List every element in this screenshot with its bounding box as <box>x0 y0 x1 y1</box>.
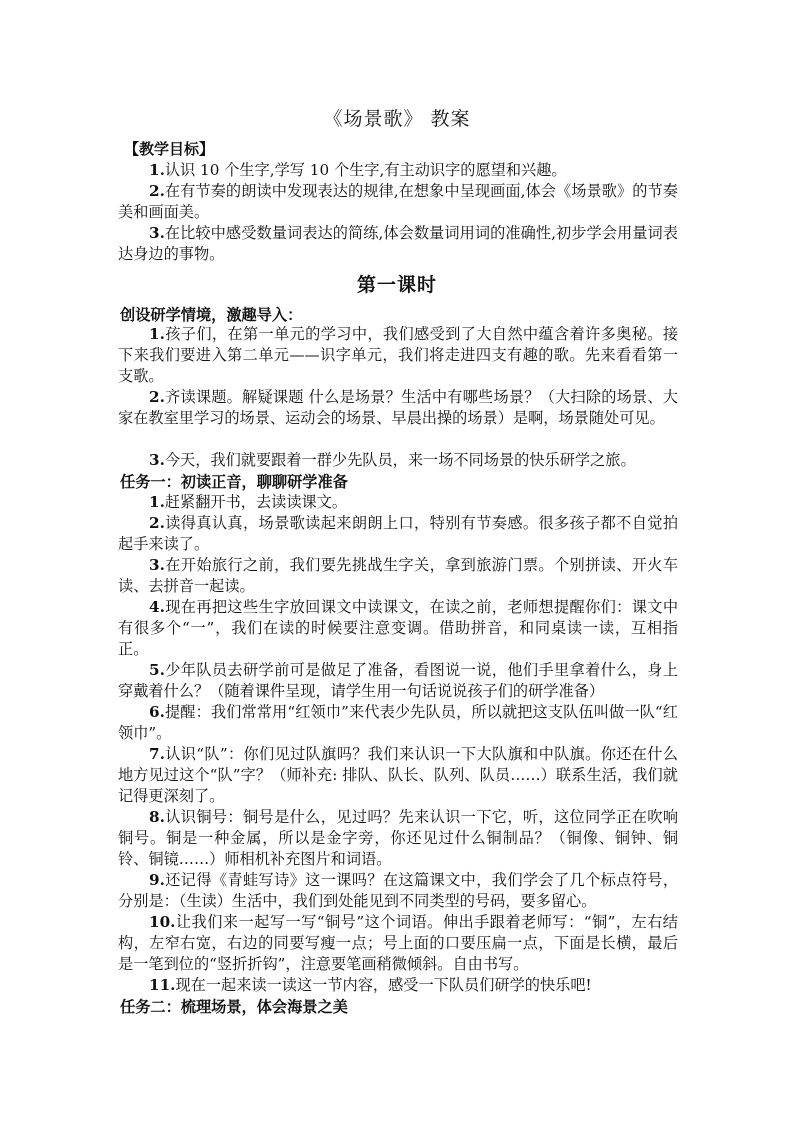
list-item <box>118 744 678 807</box>
item-number: 2. <box>149 514 165 532</box>
item-number: 3. <box>149 556 165 574</box>
list-item <box>118 807 678 870</box>
list-item <box>118 513 678 555</box>
objectives-label: 【教学目标】 <box>124 140 215 158</box>
item-text: 读得真认真，场景歌读起来朗朗上口，特别有节奏感。很多孩子都不自觉拍起手来读了。 <box>118 514 678 553</box>
item-number: 3. <box>149 451 165 469</box>
item-text: 现在一起来读一读这一节内容，感受一下队员们研学的快乐吧! <box>175 976 592 994</box>
item-number: 5. <box>149 661 165 679</box>
item-number: 1. <box>149 161 165 179</box>
objective-item <box>118 160 678 181</box>
document-title: 《场景歌》 教案 <box>323 108 471 130</box>
item-number: 4. <box>149 598 165 616</box>
item-text: 还记得《青蛙写诗》这一课吗？在这篇课文中，我们学会了几个标点符号，分别是：（生读）生活中，我们到处能见到不同类型的号码，要多留心。 <box>118 871 678 910</box>
item-number: 11. <box>149 976 176 994</box>
item-text: 提醒：我们常常用“红领巾”来代表少先队员，所以就把这支队伍叫做一队“红领巾”。 <box>118 703 678 742</box>
task1-heading: 任务一：初读正音，聊聊研学准备 <box>120 473 348 491</box>
item-text: 在比较中感受数量词表达的简练,体会数量词用词的准确性,初步学会用量词表达身边的事物。 <box>118 224 678 263</box>
list-item <box>118 702 678 744</box>
item-number: 2. <box>149 388 165 406</box>
item-text: 齐读课题。解疑课题 什么是场景？生活中有哪些场景？（大扫除的场景、大家在教室里学习的场景、运动会的场景、早晨出操的场景）是啊，场景随处可见。 <box>118 388 678 427</box>
item-text: 在开始旅行之前，我们要先挑战生字关，拿到旅游门票。个别拼读、开火车读、去拼音一起读。 <box>118 556 678 595</box>
list-item <box>118 387 678 429</box>
item-text: 认识 10 个生字,学写 10 个生字,有主动识字的愿望和兴趣。 <box>164 161 567 179</box>
list-item <box>118 660 678 702</box>
item-number: 1. <box>149 325 165 343</box>
item-text: 现在再把这些生字放回课文中读课文，在读之前，老师想提醒你们：课文中有很多个“一”，我们在读的时候要注意变调。借助拼音，和同桌读一读，互相指正。 <box>118 598 678 658</box>
item-text: 少年队员去研学前可是做足了准备，看图说一说，他们手里拿着什么，身上穿戴着什么？（随着课件呈现，请学生用一句话说说孩子们的研学准备） <box>118 661 678 700</box>
objective-item <box>118 181 678 223</box>
item-number: 6. <box>149 703 165 721</box>
item-text: 认识“队”：你们见过队旗吗？我们来认识一下大队旗和中队旗。你还在什么地方见过这个“队”字？（师补充: 排队、队长、队列、队员……）联系生活，我们就记得更深刻了。 <box>118 745 678 805</box>
item-number: 2. <box>149 182 165 200</box>
item-text: 让我们来一起写一写“铜号”这个词语。伸出手跟着老师写：“铜”，左右结构，左窄右宽，右边的同要写瘦一点；号上面的口要压扁一点，下面是长横，最后是一笔到位的“竖折折钩”，注意要笔画稍微倾斜。自由书写。 <box>118 913 678 973</box>
item-text: 赶紧翻开书，去读读课文。 <box>164 493 348 511</box>
lesson-title: 第一课时 <box>356 274 437 296</box>
item-number: 1. <box>149 493 165 511</box>
item-number: 7. <box>149 745 165 763</box>
item-number: 3. <box>149 224 165 242</box>
list-item <box>118 597 678 660</box>
list-item <box>118 912 678 975</box>
section-heading: 创设研学情境，激趣导入： <box>120 306 303 324</box>
objective-item <box>118 223 678 265</box>
item-number: 9. <box>149 871 165 889</box>
task2-heading: 任务二：梳理场景，体会海景之美 <box>120 998 348 1016</box>
item-text: 孩子们，在第一单元的学习中，我们感受到了大自然中蕴含着许多奥秘。接下来我们要进入第二单元——识字单元，我们将走进四支有趣的歌。先来看看第一支歌。 <box>118 325 678 385</box>
item-text: 认识铜号：铜号是什么，见过吗？先来认识一下它，听，这位同学正在吹响铜号。铜是一种金属，所以是金字旁，你还见过什么铜制品？（铜像、铜钟、铜铃、铜镜……）师相机补充图片和词语。 <box>118 808 678 868</box>
list-item <box>118 450 678 471</box>
item-number: 8. <box>149 808 165 826</box>
item-text: 今天，我们就要跟着一群少先队员，来一场不同场景的快乐研学之旅。 <box>164 451 636 469</box>
item-text: 在有节奏的朗读中发现表达的规律,在想象中呈现画面,体会《场景歌》的节奏美和画面美。 <box>118 182 678 221</box>
list-item <box>118 492 678 513</box>
list-item <box>118 870 678 912</box>
list-item <box>118 555 678 597</box>
list-item <box>118 324 678 387</box>
item-number: 10. <box>149 913 176 931</box>
list-item <box>118 975 678 996</box>
